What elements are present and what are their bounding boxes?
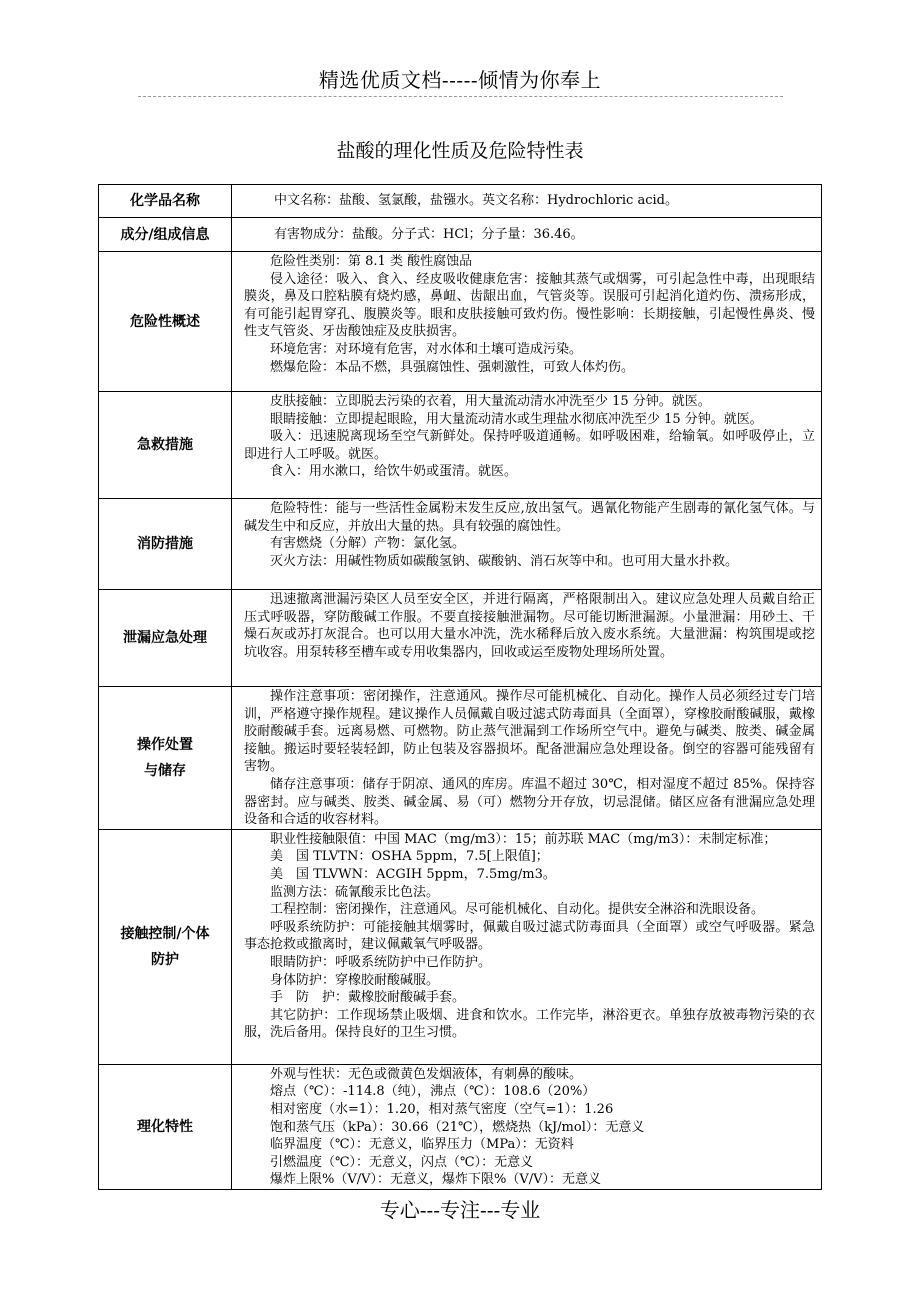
row-label <box>99 392 232 499</box>
properties-table <box>98 184 822 1190</box>
row-label <box>99 829 232 1064</box>
content-paragraph: 职业性接触限值：中国 MAC（mg/m3）：15；前苏联 MAC（mg/m3）：未制定标准； <box>270 831 777 847</box>
row-label-line: 理化特性 <box>137 1118 193 1135</box>
row-label <box>99 185 232 218</box>
content-paragraph: 饱和蒸气压（kPa）：30.66（21℃），燃烧热（kJ/mol）：无意义 <box>270 1119 645 1135</box>
row-content <box>232 829 822 1064</box>
row-content <box>232 1064 822 1189</box>
content-paragraph: 相对密度（水=1）：1.20，相对蒸气密度（空气=1）：1.26 <box>270 1101 614 1117</box>
row-label-line: 急救措施 <box>137 437 193 453</box>
row-label <box>99 499 232 590</box>
content-paragraph: 工程控制：密闭操作，注意通风。尽可能机械化、自动化。提供安全淋浴和洗眼设备。 <box>270 902 765 918</box>
content-paragraph: 眼睛防护：呼吸系统防护中已作防护。 <box>270 954 492 970</box>
table-row <box>99 1064 822 1189</box>
row-content <box>232 185 822 218</box>
content-paragraph: 美 国 TLVWN：ACGIH 5ppm，7.5mg/m3。 <box>270 866 556 882</box>
row-label <box>99 687 232 830</box>
table-row <box>99 392 822 499</box>
content-paragraph: 呼吸系统防护：可能接触其烟雾时，佩戴自吸过滤式防毒面具（全面罩）或空气呼吸器。紧急事态抢救或撤离时，建议佩戴氧气呼吸器。 <box>244 919 815 953</box>
content-paragraph: 临界温度（℃）：无意义，临界压力（MPa）：无资料 <box>270 1137 574 1153</box>
row-content <box>232 218 822 252</box>
content-paragraph: 美 国 TLVTN：OSHA 5ppm，7.5[上限值]； <box>270 849 549 865</box>
table-row <box>99 687 822 830</box>
content-paragraph: 眼睛接触：立即提起眼睑，用大量流动清水或生理盐水彻底冲洗至少 15 分钟。就医。 <box>270 411 763 427</box>
table-row <box>99 185 822 218</box>
row-label-line: 危险性概述 <box>130 313 200 330</box>
row-label-line: 防护 <box>151 951 179 968</box>
content-paragraph: 侵入途径：吸入、食入、经皮吸收健康危害：接触其蒸气或烟雾，可引起急性中毒，出现眼结膜炎，鼻及口腔粘膜有烧灼感，鼻衄、齿龈出血，气管炎等。误服可引起消化道灼伤、溃疡形成，有可能引起胃穿孔、腹膜炎等。眼和皮肤接触可致灼伤。慢性影响：长期接触，引起慢性鼻炎、慢性支气管炎、牙齿酸蚀症及皮肤损害。 <box>244 271 815 340</box>
row-content <box>232 499 822 590</box>
row-content <box>232 392 822 499</box>
content-paragraph: 燃爆危险：本品不燃，具强腐蚀性、强刺激性，可致人体灼伤。 <box>270 359 635 375</box>
content-paragraph: 外观与性状：无色或微黄色发烟液体，有刺鼻的酸味。 <box>270 1066 583 1082</box>
content-paragraph: 皮肤接触：立即脱去污染的衣着，用大量流动清水冲洗至少 15 分钟。就医。 <box>270 394 711 409</box>
content-paragraph: 储存注意事项：储存于阴凉、通风的库房。库温不超过 30℃，相对湿度不超过 85%。保持容器密封。应与碱类、胺类、碱金属、易（可）燃物分开存放，切忌混储。储区应备有泄漏应急处理设备和合适的收容材料。 <box>244 776 815 828</box>
row-label <box>99 218 232 252</box>
page-header: 精选优质文档-----倾情为你奉上 <box>318 68 602 92</box>
row-label-line: 泄漏应急处理 <box>123 630 207 646</box>
table-row <box>99 590 822 687</box>
row-content <box>232 252 822 392</box>
table-row <box>99 829 822 1064</box>
content-paragraph: 熔点（℃）：-114.8（纯），沸点（℃）：108.6（20%） <box>270 1084 596 1100</box>
content-paragraph: 身体防护：穿橡胶耐酸碱服。 <box>270 972 440 988</box>
content-paragraph: 环境危害：对环境有危害，对水体和土壤可造成污染。 <box>270 341 583 357</box>
content-paragraph: 中文名称：盐酸、氢氯酸，盐镪水。英文名称：Hydrochloric acid。 <box>274 193 678 209</box>
row-label-line: 接触控制/个体 <box>120 925 210 942</box>
content-paragraph: 食入：用水漱口，给饮牛奶或蛋清。就医。 <box>270 464 518 480</box>
table-row <box>99 499 822 590</box>
header-divider <box>138 96 783 97</box>
content-paragraph: 有害物成分：盐酸。分子式：HCl；分子量：36.46。 <box>274 226 584 242</box>
row-label-line: 操作处置 <box>137 736 193 753</box>
document-title: 盐酸的理化性质及危险特性表 <box>336 140 584 162</box>
page-footer: 专心---专注---专业 <box>379 1198 541 1222</box>
row-label-line: 成分/组成信息 <box>120 226 210 243</box>
content-paragraph: 危险性类别：第 8.1 类 酸性腐蚀品 <box>270 254 473 269</box>
content-paragraph: 引燃温度（℃）：无意义，闪点（℃）：无意义 <box>270 1154 534 1170</box>
table-row <box>99 252 822 392</box>
content-paragraph: 迅速撤离泄漏污染区人员至安全区，并进行隔离，严格限制出入。建议应急处理人员戴自给正压式呼吸器，穿防酸碱工作服。不要直接接触泄漏物。尽可能切断泄漏源。小量泄漏：用砂土、干燥石灰或苏打灰混合。也可以用大量水冲洗，洗水稀释后放入废水系统。大量泄漏：构筑围堤或挖坑收容。用泵转移至槽车或专用收集器内，回收或运至废物处理场所处置。 <box>244 592 815 660</box>
row-label <box>99 590 232 687</box>
content-paragraph: 灭火方法：用碱性物质如碳酸氢钠、碳酸钠、消石灰等中和。也可用大量水扑救。 <box>270 553 739 569</box>
row-label-line: 与储存 <box>144 762 186 779</box>
row-label <box>99 252 232 392</box>
content-paragraph: 监测方法：硫氰酸汞比色法。 <box>270 884 440 900</box>
row-label-line: 化学品名称 <box>130 193 200 209</box>
content-paragraph: 危险特性：能与一些活性金属粉末发生反应,放出氢气。遇氰化物能产生剧毒的氰化氢气体。与碱发生中和反应，并放出大量的热。具有较强的腐蚀性。 <box>244 501 815 534</box>
row-content <box>232 687 822 830</box>
content-paragraph: 吸入：迅速脱离现场至空气新鲜处。保持呼吸道通畅。如呼吸困难，给输氧。如呼吸停止，立即进行人工呼吸。就医。 <box>244 429 815 462</box>
content-paragraph: 其它防护：工作现场禁止吸烟、进食和饮水。工作完毕，淋浴更衣。单独存放被毒物污染的衣服，洗后备用。保持良好的卫生习惯。 <box>244 1007 815 1041</box>
row-label <box>99 1064 232 1189</box>
row-content <box>232 590 822 687</box>
row-label-line: 消防措施 <box>137 536 193 552</box>
content-paragraph: 操作注意事项：密闭操作，注意通风。操作尽可能机械化、自动化。操作人员必须经过专门培训，严格遵守操作规程。建议操作人员佩戴自吸过滤式防毒面具（全面罩），穿橡胶耐酸碱服，戴橡胶耐酸碱手套。远离易燃、可燃物。防止蒸气泄漏到工作场所空气中。避免与碱类、胺类、碱金属接触。搬运时要轻装轻卸，防止包装及容器损坏。配备泄漏应急处理设备。倒空的容器可能残留有害物。 <box>244 689 815 775</box>
content-paragraph: 手 防 护：戴橡胶耐酸碱手套。 <box>270 990 466 1006</box>
table-row <box>99 218 822 252</box>
content-paragraph: 有害燃烧（分解）产物：氯化氢。 <box>270 536 466 552</box>
content-paragraph: 爆炸上限%（V/V）：无意义，爆炸下限%（V/V）：无意义 <box>270 1172 602 1188</box>
